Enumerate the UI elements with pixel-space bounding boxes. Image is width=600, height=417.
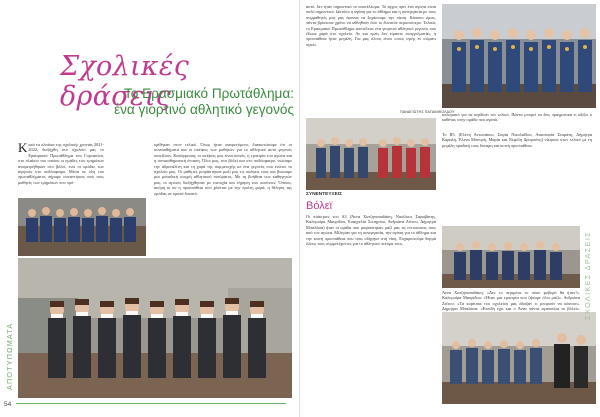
author-signature: ΠΑΝΑΓΙΩΤΗΣ ΠΑΠΑΝΙΚΟΛΑΟΥ [400, 110, 455, 114]
article-column-4-mid-text: Το Β5, (Ελένη Αντωνάκου, Σοφία Νικολαΐδου, Αναστασία Σταμάτη, Δήμητρα Καραλή, Έλενα Μπουρή, Μαρία και Νεφέλη Δρομπόνη) νίκησαν στον τελικό με τη μεγάλη ομαδική τους δύναμη και κοινή προσπάθεια. [442, 132, 592, 148]
photo-girls-lineup-image [18, 258, 292, 398]
article-column-1 [18, 142, 104, 198]
article-column-3-text: αυτό, δεν ήταν σημαντικό το αποτέλεσμα. Το άγχος πριν ένα αγώνα είναι πολύ σημαντικό. Ωστόσο η αγάπη για το άθλημα και η συνεργασία με τους συμμαθητές μας μας έκαναν να ξεχάσουμε την πίεση. Κάποιοι όμως, πάντα βρίσκουν χρόνο να αθληθούν όσο το δυνατόν περισσότερο. Τελικά, το Ερασμιακό Πρωτάθλημα αποτέλεσε ένα γιορτινό αθλητικό γεγονός που έδωσε χαρά στο σχολείο. Αν και εμείς δεν είμαστε επαγγελματίες, η προσπάθεια ήταν μεγάλη. Για μας όλους είναι «νους υγιής εν σώματι υγιεί». [306, 4, 436, 47]
interview-text-body: Οι παίκτριες του Α3 (Άννα Χατζηπαπαδάκη, Νικόλαος Σαραβάνης, Καλομοίρα Μαυρίδου, Ευαγγελία Σωτηρίου, Ανδριάνα Ζεΐτου, Δήμητρα Μπαλάσα) ήταν οι ομάδα που μοιράστηκαν μαζί μας τις εντυπώσεις τους από τον αγώνα. Μίλησαν για τη συνεργασία, την αγάπη για το άθλημα και την κοινή προσπάθεια που τους οδήγησε στη νίκη. Ευχαριστούμε θερμά όλους τους συμμετέχοντες για το αθλητικό πνεύμα τους. [306, 214, 436, 247]
photo-award-presentation-image [442, 312, 596, 404]
right-page [300, 0, 600, 417]
bottom-rule [16, 403, 286, 404]
photo-team-medals [442, 4, 596, 108]
subtitle-line-1: Το Ερασμιακό Πρωτάθλημα: [123, 86, 294, 101]
photo-gym-teams [306, 118, 436, 190]
photo-girls-lineup [18, 258, 292, 398]
page-number: 54 [4, 401, 12, 408]
article-column-1-text: ατά τα πλαίσια της σχολικής χρονιάς 2021-2022, διεξήχθη στο σχολείο μας το Ερασμιακό Πρωτάθλημα του Γυμνασίου, στο πλαίσιο του οποίου οι ομάδες των τμημάτων αναμετρήθηκαν στο βόλεϊ, ενώ οι ομάδες των αγοριών στο ποδόσφαιρο. Μέσα σε όλη του πρωταθλήματος πήραμε συναντήσεις από τους μαθητές των τμημάτων που πρό- [18, 142, 104, 185]
article-column-3 [306, 4, 436, 108]
drop-cap: Κ [18, 140, 28, 155]
photo-award-presentation [442, 312, 596, 404]
article-column-5 [442, 290, 580, 310]
article-column-2-text: κρίθηκαν στον τελικό. Όπως ήταν αναμενόμενο, διαπιστώσαμε ότι οι συναισθήματα και οι σκέψεις των μαθητών για το αθλητικό αυτό γεγονός ποικίλουν. Κατάρρευση, οι σκέψεις μας είναι κοινές, η εμπειρία του αγώνα και η συναισθηματική ένταση. Όλοι μας, στο βόλεϊ και στο ποδόσφαιρο, νιώσαμε την αδρεναλίνη και τη χαρά της συμμετοχής σε ένα γεγονός που ενώνει το σχολείο μας. Οι μαθητές μοιράστηκαν μαζί μας τις σκέψεις τους και βιώσαμε μια μοναδική στιγμή αθλητικού πνεύματος. Με τη βοήθεια των καθηγητών μας, οι αγώνες διεξήχθησαν με επιτυχία και τήρηση των κανόνων. Όποιος, ακόμη κι αν η προσπάθεια σου χάνεται με την πρώτη φορά, η θέληση της ομάδας σε κρατά δυνατό. [154, 142, 292, 196]
interview-text [306, 214, 436, 404]
article-column-5-text: Άννα Χατζηπαπαδάκη: «Δεν το περιμένα το πόσο φοβερό θα ήταν!». Καλομοίρα Μαυρίδου: «Ήταν μια εμπειρία που ζήσαμε όλοι μαζί». Ανδριάνα Ζεΐτου: «Τα κορίτσια του σχολείου μας έδειξαν τι μπορούν να κάνουν». Δήμητρα Μπαλάσα: «Επειδή έχω και ο Άννα πάντα αγαπούσα το βόλεϊ». [442, 290, 580, 312]
photo-volleyball-team-image [18, 198, 146, 256]
section-title-volleyball: Βόλεϊ [306, 200, 333, 212]
section-label-interviews: ΣΥΝΕΝΤΕΥΞΕΙΣ [306, 192, 343, 197]
article-column-4-top [442, 112, 592, 126]
page-subtitle [18, 86, 294, 118]
photo-gym-teams-image [306, 118, 436, 190]
subtitle-line-2: ένα γιορτινό αθλητικό γεγονός [114, 102, 294, 117]
section-vertical-label: ΑΠΟΤΥΠΩΜΑΤΑ [5, 322, 14, 390]
photo-volleyball-winners-image [442, 226, 580, 288]
photo-volleyball-winners [442, 226, 580, 288]
section-vertical-label-right: ΣΧΟΛΙΚΕΣ ΔΡΑΣΕΙΣ [583, 230, 592, 320]
photo-team-medals-image [442, 4, 596, 108]
article-column-4-mid [442, 132, 592, 188]
photo-volleyball-team [18, 198, 146, 256]
article-column-2 [154, 142, 292, 250]
page-title: Σχολικές δράσεις [60, 51, 190, 112]
article-column-4-top-text: κολεγιακό για να κερδίσει τον τελικό. Πάντα μπορεί να δεις πραγματικά τι αξίζει ο καθένας στην ομάδα που αγαπά. [442, 112, 592, 123]
